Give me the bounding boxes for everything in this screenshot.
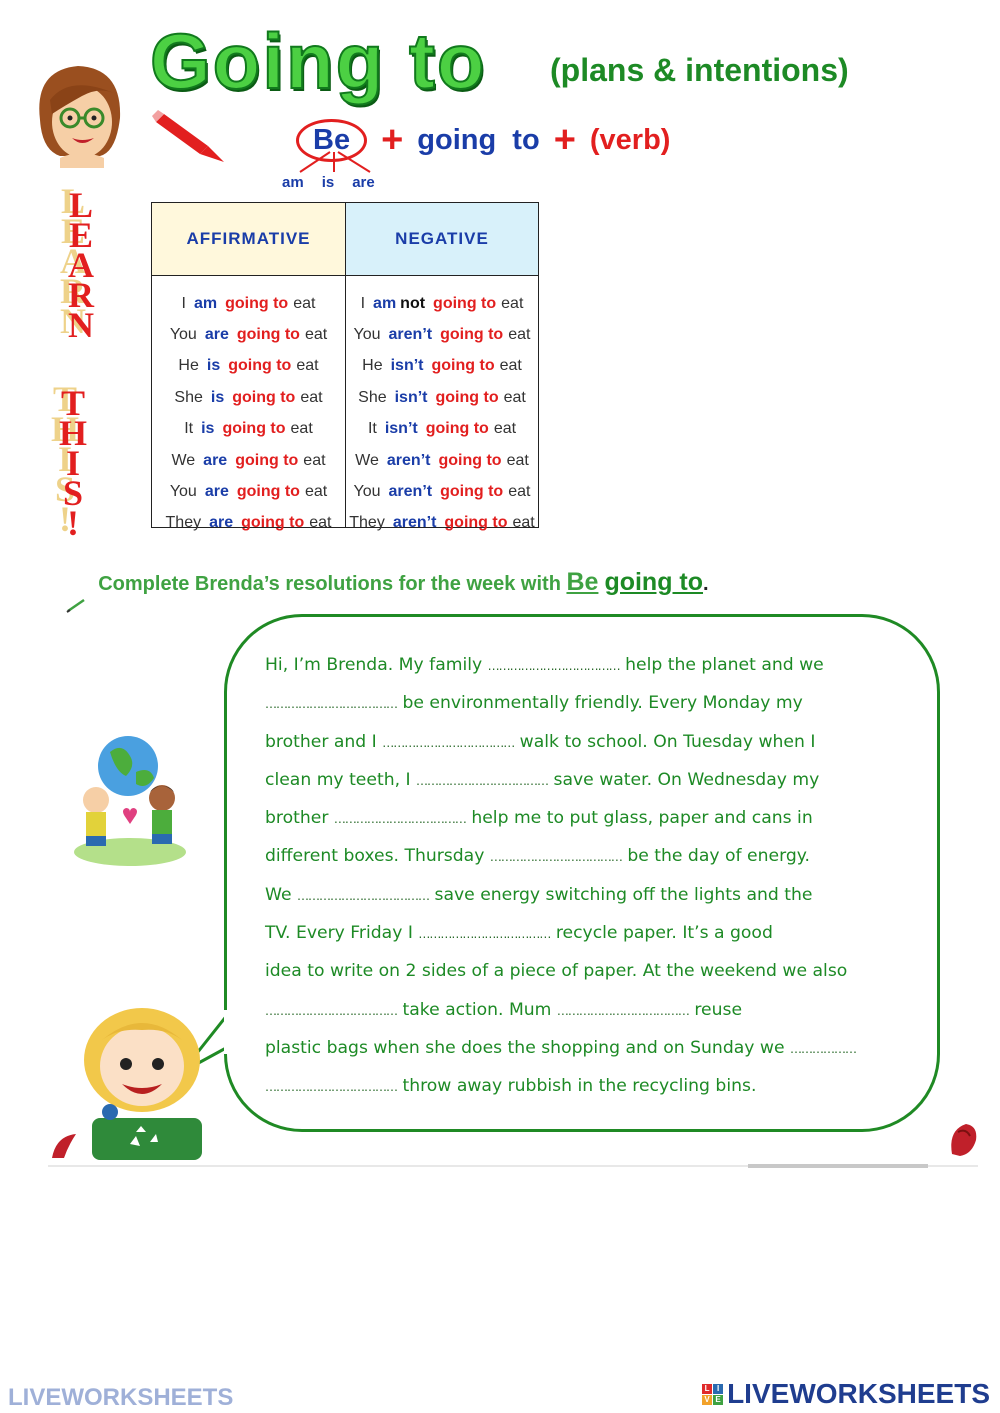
row-aux: are [204,483,229,501]
teacher-avatar [30,60,130,172]
passage-text: school. On Tuesday when I [581,731,816,752]
row-aux: am [373,294,397,312]
be-oval: Be [296,119,367,162]
row-aux: isn’t [394,388,428,406]
globe-kids-picture [70,732,190,876]
affirmative-row [152,414,345,445]
verb-cue: save [554,761,594,799]
negative-row [346,508,538,539]
passage-text: plastic bags when she does the shopping and on Sunday we [265,1037,790,1058]
answer-blank[interactable]: ……………………………… [265,697,397,712]
passage-text: the day of energy. [648,846,810,867]
be-form-is: is [321,174,335,191]
passage-text: action. Mum [439,999,557,1020]
row-going-to: going to [232,388,296,406]
row-subject: He [178,357,199,375]
affirmative-row [152,351,345,382]
row-verb: eat [303,451,326,469]
passage-line [265,876,925,914]
row-subject: You [353,326,381,344]
verb-cue: help [625,646,662,684]
row-aux: aren’t [388,326,433,344]
row-subject: It [367,420,377,438]
row-going-to: going to [431,357,495,375]
passage-line [265,723,925,761]
answer-blank[interactable]: ……………… [790,1041,856,1056]
row-aux: is [201,420,215,438]
row-aux: am [193,294,218,312]
answer-blank[interactable]: ……………………………… [333,812,466,827]
answer-blank[interactable]: ……………………………… [265,1080,397,1095]
row-going-to: going to [228,357,292,375]
passage-text: paper. It’s a good [617,923,773,944]
row-verb: eat [508,483,531,501]
row-subject: You [169,483,197,501]
row-subject: You [169,326,197,344]
answer-blank[interactable]: ……………………………… [556,1003,689,1018]
logo-squares-icon: L I V E [702,1384,723,1405]
answer-blank[interactable]: ……………………………… [489,850,622,865]
passage-text: clean my teeth, I [265,769,417,790]
row-subject: You [353,483,381,501]
row-verb: eat [506,451,529,469]
row-aux: aren’t [386,451,431,469]
row-subject: It [184,420,194,438]
footer-watermark-left: LIVEWORKSHEETS [8,1384,234,1408]
passage-text: to put glass, paper and cans in [541,808,813,829]
row-aux: isn’t [390,357,424,375]
row-verb: eat [296,357,319,375]
passage-line [265,1067,925,1105]
row-going-to: going to [236,326,300,344]
verb-cue: reuse [694,991,742,1029]
plus-sign: + [381,118,404,161]
passage-text: brother and I [265,731,383,752]
passage-text: water. On Wednesday my [593,769,820,790]
affirmative-row [152,382,345,413]
letter: E [68,215,93,255]
be-form-am: am [282,174,304,191]
row-verb: eat [309,514,332,532]
row-verb: eat [293,294,316,312]
letter: N [68,305,94,345]
row-subject: We [171,451,196,469]
passage-text: Hi, I’m Brenda. My family [265,655,488,675]
row-subject: They [349,514,385,532]
passage-line [265,684,925,722]
row-aux: are [209,514,234,532]
going-to-text: going to [417,123,540,156]
row-verb: eat [499,357,522,375]
letter: I [65,443,80,483]
row-aux: aren’t [388,483,433,501]
instruction-text: Complete Brenda’s resolutions for the week with [98,573,567,595]
answer-blank[interactable]: ……………………………… [416,773,549,788]
row-going-to: going to [425,420,489,438]
verb-cue: throw [402,1067,451,1105]
passage-text: TV. Every Friday I [265,923,419,944]
passage-text: the planet and we [662,655,824,675]
row-going-to: going to [444,514,508,532]
answer-blank[interactable]: ……………………………… [265,1003,397,1018]
row-subject: He [362,357,383,375]
row-going-to: going to [225,294,289,312]
row-aux: are [204,326,229,344]
letter: R [68,275,94,315]
negative-row [346,445,538,476]
affirmative-row [152,508,345,539]
affirmative-row [152,319,345,350]
page-subtitle: (plans & intentions) [550,52,849,88]
affirmative-row [152,476,345,507]
passage-text: environmentally friendly. Every Monday my [423,693,803,714]
row-aux: is [206,357,221,375]
passage-line [265,799,925,837]
row-aux: aren’t [392,514,437,532]
verb-cue: take [402,991,439,1029]
girl-recycle-picture [70,1000,230,1164]
instruction-period: . [703,573,709,595]
verb-cue: help me [471,799,541,837]
affirmative-row [152,445,345,476]
row-verb: eat [493,420,517,438]
row-aux: is [210,388,225,406]
affirmative-header: AFFIRMATIVE [152,203,345,276]
logo-text: LIVEWORKSHEETS [727,1378,990,1409]
affirmative-row [152,288,345,319]
verb-cue: walk to [520,723,582,761]
passage-line [265,646,925,684]
row-going-to: going to [440,326,504,344]
this-vertical-text [58,383,88,543]
letter: ! [67,503,79,543]
row-verb: eat [503,388,526,406]
passage [265,646,925,1106]
row-subject: I [181,294,186,312]
negative-row [346,319,538,350]
answer-blank[interactable]: ……………………………… [418,927,551,942]
be-form-are: are [352,174,375,191]
row-verb: eat [290,420,313,438]
passage-text: away rubbish in the recycling bins. [451,1076,757,1097]
row-subject: I [360,294,366,312]
page-title: Going to [150,17,487,105]
verb-text: (verb) [589,123,671,156]
verb-cue: save [435,876,475,914]
negative-row [346,382,538,413]
row-subject: She [174,388,203,406]
verb-cue: be [402,684,423,722]
learn-vertical-text [66,185,96,345]
row-aux: are [203,451,228,469]
pencil-arrow-icon [150,108,230,170]
be-forms [282,174,375,191]
passage-line [265,1029,925,1067]
row-going-to: going to [435,388,499,406]
passage-line [265,837,925,875]
row-subject: She [358,388,387,406]
row-going-to: going to [235,451,299,469]
row-verb: eat [501,294,524,312]
negative-row [346,476,538,507]
row-aux: isn’t [384,420,418,438]
passage-line [265,761,925,799]
row-going-to: going to [236,483,300,501]
liveworksheets-logo[interactable] [702,1378,990,1410]
row-verb: eat [512,514,535,532]
row-going-to: going to [438,451,502,469]
passage-line [265,952,925,990]
passage-text: energy switching off the lights and the [474,884,813,905]
affirmative-column [152,203,345,532]
letter: T [60,383,85,423]
passage-text: brother [265,808,334,829]
passage-text: different boxes. Thursday [265,846,490,867]
negative-row [346,351,538,382]
pencil-icon [44,573,88,642]
row-verb: eat [508,326,531,344]
passage-line [265,991,925,1029]
instruction-be: Be [566,568,599,596]
instruction-going-to: going to [604,568,704,596]
verb-cue: recycle [556,914,618,952]
verb-cue: be [627,837,648,875]
answer-blank[interactable]: ……………………………… [297,888,430,903]
answer-blank[interactable]: ……………………………… [487,659,620,673]
letter: H [58,413,87,453]
negative-column [345,203,538,532]
row-verb: eat [300,388,323,406]
row-not: not [400,294,426,312]
letter: S [62,473,84,513]
row-going-to: going to [433,294,497,312]
row-going-to: going to [440,483,504,501]
row-verb: eat [304,326,328,344]
torn-edge [48,1154,978,1160]
row-going-to: going to [241,514,305,532]
negative-header: NEGATIVE [346,203,538,276]
row-subject: We [355,451,379,469]
negative-row [346,288,538,319]
letter: A [68,245,94,285]
grammar-table [151,202,539,532]
plus-sign: + [553,118,576,161]
row-verb: eat [304,483,328,501]
row-subject: They [165,514,202,532]
passage-line [265,914,925,952]
letter: L [68,185,93,225]
passage-text: idea to write on 2 sides of a piece of paper. At the weekend we also [265,961,848,982]
negative-row [346,414,538,445]
row-going-to: going to [222,420,286,438]
passage-text: We [265,884,298,905]
answer-blank[interactable]: ……………………………… [382,735,515,750]
